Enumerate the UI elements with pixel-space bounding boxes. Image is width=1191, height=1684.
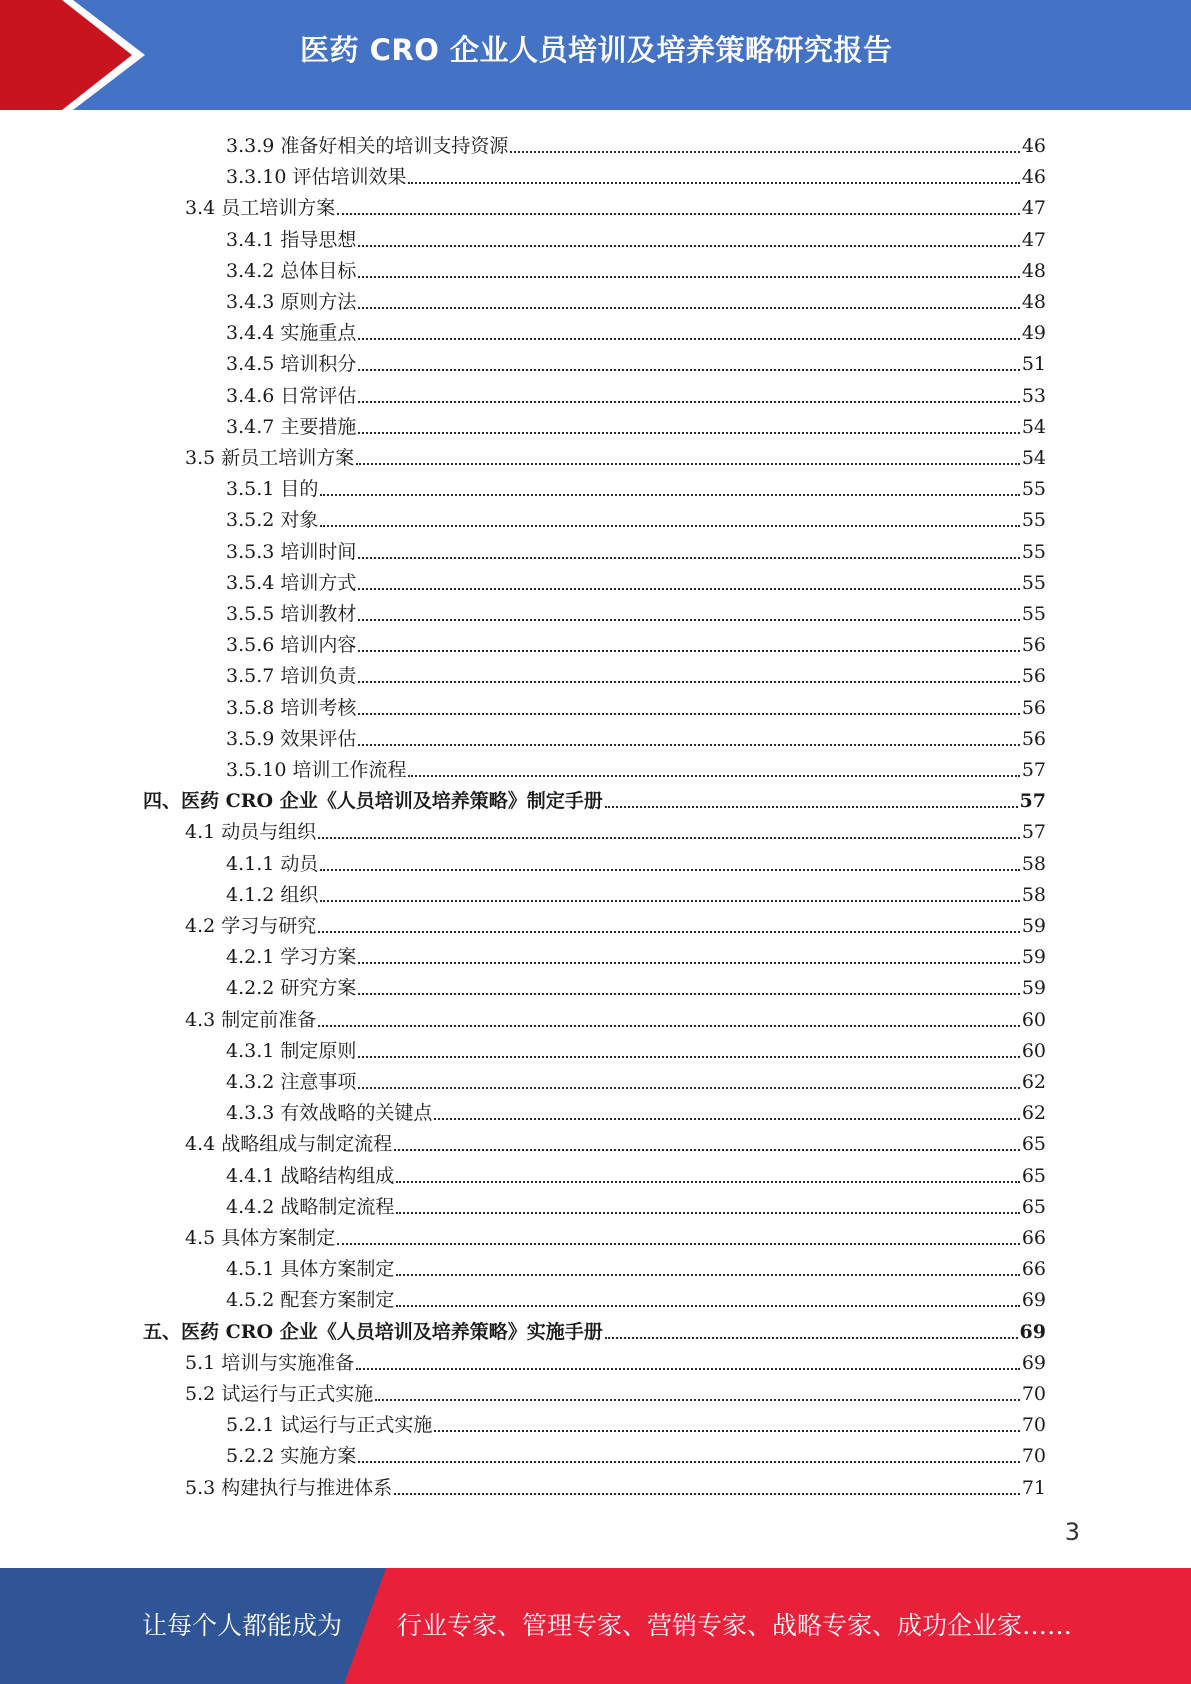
toc-entry[interactable]	[0, 595, 1046, 625]
toc-entry-title: 3.3.9 准备好相关的培训支持资源	[226, 135, 509, 157]
toc-entry-title: 4.3.2 注意事项	[226, 1071, 357, 1093]
toc-entry-title: 3.4.7 主要措施	[226, 415, 357, 438]
toc-entry[interactable]	[0, 1094, 1046, 1124]
toc-entry-title: 3.5.9 效果评估	[226, 727, 357, 750]
toc-dot-leader	[320, 899, 1019, 902]
toc-dot-leader	[358, 1055, 1019, 1058]
toc-entry-page: 65	[1021, 1195, 1046, 1218]
report-title: 医药 CRO 企业人员培训及培养策略研究报告	[300, 33, 893, 67]
toc-entry-title: 4.3.3 有效战略的关键点	[226, 1102, 433, 1125]
toc-entry-title: 4.2.2 研究方案	[226, 977, 357, 1000]
toc-entry-title: 4.1.1 动员	[226, 852, 319, 875]
toc-entry-title: 3.5.6 培训内容	[226, 634, 357, 657]
toc-dot-leader	[318, 836, 1020, 839]
toc-entry-page: 60	[1021, 1008, 1046, 1031]
toc-entry[interactable]	[0, 751, 1046, 781]
toc-entry[interactable]	[0, 1157, 1046, 1187]
toc-entry-title: 3.5.5 培训教材	[226, 603, 357, 625]
toc-entry-title: 5.1 培训与实施准备	[185, 1351, 355, 1374]
toc-entry-page: 58	[1021, 852, 1046, 875]
toc-entry[interactable]	[0, 345, 1046, 375]
toc-entry-title: 4.2.1 学习方案	[226, 946, 357, 969]
toc-entry-title: 3.3.10 评估培训效果	[226, 166, 407, 189]
toc-entry-title: 3.5.2 对象	[226, 509, 319, 532]
toc-entry-page: 62	[1021, 1102, 1046, 1125]
toc-entry-page: 55	[1021, 571, 1046, 594]
toc-dot-leader	[396, 1304, 1019, 1307]
toc-entry[interactable]	[0, 408, 1046, 438]
toc-entry[interactable]	[0, 1250, 1046, 1280]
toc-dot-leader	[358, 1086, 1019, 1089]
toc-entry[interactable]	[0, 907, 1046, 937]
toc-dot-leader	[605, 1336, 1018, 1339]
toc-entry-page: 59	[1021, 977, 1046, 1000]
toc-entry-page: 55	[1021, 478, 1046, 501]
toc-dot-leader	[337, 1242, 1020, 1245]
toc-entry-page: 55	[1021, 509, 1046, 532]
toc-dot-leader	[358, 244, 1019, 247]
toc-entry[interactable]	[0, 314, 1046, 344]
toc-dot-leader	[356, 1367, 1020, 1370]
toc-entry-title: 3.5.8 培训考核	[226, 696, 357, 719]
toc-entry[interactable]	[0, 938, 1046, 968]
toc-entry[interactable]	[0, 689, 1046, 719]
toc-entry-page: 70	[1021, 1445, 1046, 1468]
toc-entry-title: 4.3.1 制定原则	[226, 1039, 357, 1062]
toc-dot-leader	[358, 1460, 1019, 1463]
toc-dot-leader	[358, 587, 1019, 590]
toc-entry[interactable]	[0, 845, 1046, 875]
toc-entry-title: 3.5.10 培训工作流程	[226, 759, 407, 781]
toc-dot-leader	[358, 275, 1019, 278]
toc-entry[interactable]	[0, 969, 1046, 999]
toc-dot-leader	[358, 556, 1019, 559]
toc-entry[interactable]	[0, 158, 1046, 188]
toc-dot-leader	[358, 680, 1019, 683]
toc-entry-title: 4.3 制定前准备	[185, 1008, 317, 1031]
toc-dot-leader	[396, 1273, 1019, 1276]
toc-entry-title: 3.4.5 培训积分	[226, 353, 357, 376]
toc-entry-title: 四、医药 CRO 企业《人员培训及培养策略》制定手册	[143, 790, 603, 813]
toc-dot-leader	[320, 493, 1019, 496]
toc-entry-title: 5.3 构建执行与推进体系	[185, 1476, 393, 1499]
toc-entry-page: 54	[1021, 415, 1046, 438]
toc-entry-page: 55	[1021, 540, 1046, 563]
toc-entry-page: 59	[1021, 946, 1046, 969]
toc-entry[interactable]	[0, 1344, 1046, 1374]
toc-entry-page: 60	[1021, 1039, 1046, 1062]
toc-entry-title: 4.2 学习与研究	[185, 915, 317, 937]
toc-entry-title: 4.4.1 战略结构组成	[226, 1164, 395, 1187]
toc-dot-leader	[358, 368, 1019, 371]
toc-dot-leader	[408, 774, 1019, 777]
toc-dot-leader	[375, 1398, 1020, 1401]
toc-entry-page: 48	[1021, 259, 1046, 282]
toc-dot-leader	[396, 1180, 1019, 1183]
toc-entry[interactable]	[0, 1406, 1046, 1436]
toc-entry-page: 46	[1021, 166, 1046, 189]
toc-entry-title: 4.1 动员与组织	[185, 821, 317, 844]
toc-entry-page: 56	[1021, 665, 1046, 688]
toc-dot-leader	[605, 805, 1018, 808]
toc-entry-page: 48	[1021, 291, 1046, 313]
toc-entry[interactable]	[0, 377, 1046, 407]
toc-entry[interactable]	[0, 1469, 1046, 1499]
toc-dot-leader	[356, 462, 1020, 465]
toc-entry[interactable]	[0, 782, 1046, 812]
toc-entry-page: 71	[1021, 1476, 1046, 1499]
toc-entry-page: 66	[1021, 1227, 1046, 1249]
toc-entry-page: 59	[1021, 915, 1046, 937]
toc-entry-page: 70	[1021, 1414, 1046, 1437]
toc-entry-title: 5.2.2 实施方案	[226, 1445, 357, 1468]
toc-entry-title: 4.5 具体方案制定	[185, 1227, 336, 1249]
toc-entry-title: 3.4.1 指导思想	[226, 228, 357, 251]
toc-entry[interactable]	[0, 1188, 1046, 1218]
toc-entry[interactable]	[0, 439, 1046, 469]
toc-dot-leader	[358, 618, 1019, 621]
toc-entry-title: 3.5.4 培训方式	[226, 571, 357, 594]
toc-entry[interactable]	[0, 657, 1046, 687]
toc-entry-title: 3.5.1 目的	[226, 478, 319, 501]
toc-dot-leader	[394, 1148, 1020, 1151]
toc-entry-page: 57	[1019, 790, 1046, 813]
toc-entry-title: 3.5 新员工培训方案	[185, 447, 355, 469]
toc-entry-page: 47	[1021, 228, 1046, 251]
toc-entry-page: 57	[1021, 821, 1046, 844]
toc-entry[interactable]	[0, 189, 1046, 219]
toc-dot-leader	[358, 400, 1019, 403]
toc-dot-leader	[358, 712, 1019, 715]
toc-entry[interactable]	[0, 470, 1046, 500]
toc-entry[interactable]	[0, 1125, 1046, 1155]
toc-entry-page: 65	[1021, 1164, 1046, 1187]
toc-entry[interactable]	[0, 1001, 1046, 1031]
toc-dot-leader	[358, 337, 1019, 340]
toc-entry-page: 46	[1021, 135, 1046, 157]
toc-entry-page: 58	[1021, 883, 1046, 906]
toc-dot-leader	[358, 431, 1019, 434]
toc-dot-leader	[337, 212, 1020, 215]
toc-dot-leader	[396, 1211, 1019, 1214]
toc-entry-page: 56	[1021, 634, 1046, 657]
toc-entry-title: 5.2.1 试运行与正式实施	[226, 1414, 433, 1437]
toc-entry[interactable]	[0, 626, 1046, 656]
toc-dot-leader	[320, 524, 1019, 527]
toc-entry-page: 69	[1019, 1320, 1046, 1343]
toc-entry-title: 3.4 员工培训方案	[185, 197, 336, 220]
footer-banner	[0, 1568, 1191, 1684]
footer-slogan: 让每个人都能成为	[142, 1611, 343, 1640]
toc-entry-page: 55	[1021, 603, 1046, 625]
toc-entry-title: 3.4.6 日常评估	[226, 384, 357, 407]
toc-entry-page: 47	[1021, 197, 1046, 220]
toc-entry[interactable]	[0, 1063, 1046, 1093]
toc-entry[interactable]	[0, 1313, 1046, 1343]
toc-dot-leader	[408, 181, 1019, 184]
toc-dot-leader	[358, 992, 1019, 995]
toc-entry[interactable]	[0, 252, 1046, 282]
toc-entry-title: 4.5.2 配套方案制定	[226, 1289, 395, 1312]
toc-entry-page: 62	[1021, 1071, 1046, 1093]
toc-entry-title: 3.4.4 实施重点	[226, 322, 357, 345]
toc-entry-page: 69	[1021, 1351, 1046, 1374]
toc-entry-title: 4.5.1 具体方案制定	[226, 1258, 395, 1281]
toc-dot-leader	[434, 1117, 1019, 1120]
toc-entry[interactable]	[0, 1281, 1046, 1311]
toc-dot-leader	[320, 868, 1019, 871]
toc-dot-leader	[318, 930, 1020, 933]
toc-entry-title: 3.4.3 原则方法	[226, 291, 357, 313]
toc-entry-page: 70	[1021, 1383, 1046, 1405]
toc-entry-title: 4.1.2 组织	[226, 883, 319, 906]
page-number: 3	[1064, 1518, 1080, 1546]
toc-dot-leader	[358, 961, 1019, 964]
toc-entry-page: 66	[1021, 1258, 1046, 1281]
toc-dot-leader	[358, 743, 1019, 746]
header-bar	[0, 0, 1191, 110]
toc-entry[interactable]	[0, 533, 1046, 563]
toc-entry-title: 五、医药 CRO 企业《人员培训及培养策略》实施手册	[143, 1320, 603, 1343]
toc-entry[interactable]	[0, 221, 1046, 251]
toc-entry[interactable]	[0, 564, 1046, 594]
toc-entry[interactable]	[0, 1437, 1046, 1467]
toc-entry[interactable]	[0, 1219, 1046, 1249]
toc-entry[interactable]	[0, 720, 1046, 750]
toc-dot-leader	[434, 1429, 1019, 1432]
toc-entry-title: 4.4.2 战略制定流程	[226, 1195, 395, 1218]
toc-entry-title: 4.4 战略组成与制定流程	[185, 1133, 393, 1156]
toc-dot-leader	[318, 1024, 1020, 1027]
toc-entry-title: 5.2 试运行与正式实施	[185, 1383, 374, 1405]
toc-entry-page: 53	[1021, 384, 1046, 407]
toc-entry-page: 65	[1021, 1133, 1046, 1156]
toc-entry-title: 3.5.3 培训时间	[226, 540, 357, 563]
toc-entry-page: 49	[1021, 322, 1046, 345]
toc-entry-page: 69	[1021, 1289, 1046, 1312]
toc-dot-leader	[358, 306, 1019, 309]
toc-entry-title: 3.4.2 总体目标	[226, 259, 357, 282]
toc-entry[interactable]	[0, 127, 1046, 157]
toc-entry[interactable]	[0, 283, 1046, 313]
toc-entry[interactable]	[0, 813, 1046, 843]
footer-roles: 行业专家、管理专家、营销专家、战略专家、成功企业家……	[397, 1611, 1073, 1640]
toc-dot-leader	[394, 1492, 1020, 1495]
toc-entry[interactable]	[0, 1375, 1046, 1405]
toc-entry-page: 56	[1021, 727, 1046, 750]
toc-entry[interactable]	[0, 876, 1046, 906]
toc-entry-page: 56	[1021, 696, 1046, 719]
toc-dot-leader	[510, 150, 1019, 153]
toc-entry-page: 57	[1021, 759, 1046, 781]
toc-entry-page: 54	[1021, 447, 1046, 469]
toc-entry-title: 3.5.7 培训负责	[226, 665, 357, 688]
toc-dot-leader	[358, 649, 1019, 652]
toc-entry[interactable]	[0, 501, 1046, 531]
toc-entry-page: 51	[1021, 353, 1046, 376]
toc-entry[interactable]	[0, 1032, 1046, 1062]
